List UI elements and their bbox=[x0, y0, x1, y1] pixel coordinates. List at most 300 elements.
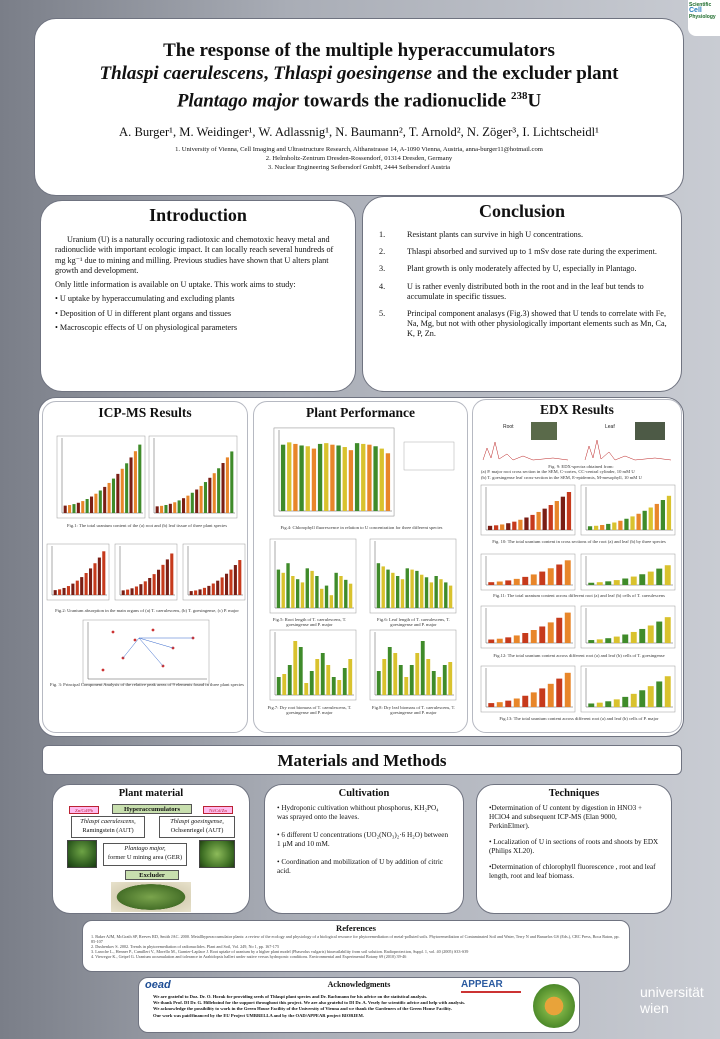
fig5-chart-bar bbox=[349, 584, 352, 608]
t-caerulescens-box bbox=[71, 816, 145, 838]
conclusion-item-number: 5. bbox=[379, 309, 386, 319]
reference-1: 1. Baker AJM, McGrath SP, Reeves RD, Smith JAC. 2000. Metallhyperaccumulator plants: a review of the ecology and physiology of a biological resource for phytoremediation of metal-polluted soils. Phytoremediation of Contaminated Soil and Water, Terry N and Banuelos GS (Eds.), CRC Press, Boca Raton, pp. 85-107 bbox=[91, 934, 620, 944]
plant-performance-heading: Plant Performance bbox=[305, 405, 416, 420]
fig13a-chart-bar bbox=[556, 679, 562, 707]
fig6-chart-bar bbox=[391, 573, 394, 608]
fig2a-chart-bar bbox=[85, 573, 88, 595]
zn-cd-pb-label: Zn/Cd/Pb bbox=[69, 806, 99, 814]
fig2b-chart-bar bbox=[157, 570, 160, 595]
fig13b-chart-bar bbox=[597, 703, 603, 707]
fig8-chart-bar bbox=[426, 659, 430, 695]
fig1b-chart-bar bbox=[204, 482, 207, 513]
fig5-chart-bar bbox=[334, 573, 337, 608]
fig11b-chart-bar bbox=[597, 582, 603, 585]
techniques-item-1: •Determination of U content by digestion in HNO3 + HClO4 and subsequent ICP-MS (Elan 9000, PerkinElmer). bbox=[489, 804, 643, 830]
fig1a-chart-bar bbox=[99, 491, 102, 514]
fig10a-chart-bar bbox=[512, 522, 516, 530]
fig13b-chart-bar bbox=[588, 703, 594, 707]
fig6-chart-bar bbox=[410, 570, 413, 608]
fig7-chart-bar bbox=[337, 680, 341, 695]
fig1b-chart-bar bbox=[221, 463, 224, 513]
icpms-column bbox=[42, 401, 248, 733]
fig6-chart-bar bbox=[449, 586, 452, 608]
fig11b-chart-bar bbox=[665, 565, 671, 585]
fig8-chart-bar bbox=[382, 659, 386, 695]
fig10a-chart-bar bbox=[530, 515, 534, 530]
university-logo-line1: universität bbox=[640, 984, 704, 1000]
fig10a-chart-bar bbox=[518, 520, 522, 530]
fig8-chart-bar bbox=[377, 671, 381, 695]
fig13b-chart-bar bbox=[605, 701, 611, 707]
fig5-6-charts bbox=[254, 537, 469, 617]
fig1b-chart-bar bbox=[230, 451, 233, 513]
fig1-caption: Fig.1: The total uranium content of the (a) root and (b) leaf tissue of three plant species bbox=[66, 523, 227, 528]
fig1a-chart-bar bbox=[72, 504, 75, 513]
fig13-caption: Fig.13: The total uranium content across different root (a) and leaf (b) cells of P. major bbox=[499, 716, 659, 721]
conclusion-heading: Conclusion bbox=[478, 201, 566, 221]
fig11b-chart-bar bbox=[656, 569, 662, 585]
fig1a-chart-bar bbox=[138, 445, 141, 513]
fig10a-chart-bar bbox=[524, 518, 528, 531]
plant-performance-column bbox=[253, 401, 468, 733]
fig12b-chart-bar bbox=[614, 637, 620, 643]
corner-logo bbox=[688, 0, 720, 36]
fig2a-chart-bar bbox=[54, 590, 57, 595]
fig12b-chart-bar bbox=[648, 625, 654, 643]
fig8-chart-bar bbox=[443, 665, 447, 695]
fig11b-chart-bar bbox=[605, 581, 611, 585]
fig10a-chart-bar bbox=[549, 505, 553, 530]
green-logo-icon bbox=[533, 984, 575, 1028]
t-caerulescens-origin: Ramingstein (AUT) bbox=[82, 827, 134, 834]
fig3-point bbox=[102, 669, 105, 672]
fig5-chart-bar bbox=[344, 580, 347, 608]
intro-bullet-2: • Deposition of U in different plant organs and tissues bbox=[55, 308, 232, 318]
fig5-chart-bar bbox=[296, 579, 299, 608]
fig8-caption: Fig.8: Dry leaf biomass of T. caerulescens, T. goesingense and P. major bbox=[371, 705, 456, 716]
fig10b-chart-bar bbox=[618, 521, 622, 530]
fig1b-chart-bar bbox=[200, 486, 203, 513]
fig12b-chart-bar bbox=[588, 640, 594, 643]
fig9-caption-line2: (a) P. major root cross section in the SEM, C-cortex, CC-central cylinder, 10 mM U bbox=[481, 469, 635, 475]
fig7-chart-bar bbox=[299, 647, 303, 695]
fig10b-chart-bar bbox=[612, 522, 616, 530]
p-major-name: Plantago major, bbox=[124, 845, 166, 852]
fig2c-chart-bar bbox=[198, 589, 201, 595]
edx-heading: EDX Results bbox=[540, 402, 614, 417]
fig7-chart-bar bbox=[348, 659, 352, 695]
fig4-chart-bar bbox=[361, 444, 365, 511]
ni-cd-zn-label: Ni/Cd/Zn bbox=[203, 806, 233, 814]
reference-3: 3. Laroche L., Henner P., Camilleri V., Morello M., Garnier-Laplace J. Root uptake of uranium by a higher plant model (Phaseolus vulgaris) bioavailability from soil solution. Radioprotection, Suppl. 1, vol. 40 (2005) S33-S39 bbox=[91, 949, 469, 954]
fig13b-chart-bar bbox=[631, 694, 637, 707]
fig13a-chart-bar bbox=[522, 696, 528, 707]
corner-logo-line3: Physiology bbox=[689, 14, 716, 20]
fig3-point bbox=[134, 639, 137, 642]
fig1b-chart-bar bbox=[195, 490, 198, 513]
fig11a-chart-bar bbox=[522, 577, 528, 585]
fig13a-chart-bar bbox=[505, 701, 511, 707]
affiliations bbox=[35, 146, 683, 172]
materials-heading-box bbox=[42, 745, 682, 775]
cultivation-item-1: • Hydroponic cultivation whithout phosphorus, KH₂PO₄ was sprayed onto the leaves. bbox=[277, 804, 439, 821]
conclusion-item-number: 1. bbox=[379, 230, 386, 239]
fig11a-chart-bar bbox=[514, 579, 520, 585]
fig10a-chart-bar bbox=[488, 526, 492, 530]
fig1b-chart-bar bbox=[178, 500, 181, 513]
fig2c-chart-bar bbox=[229, 570, 232, 595]
fig2a-chart-bar bbox=[62, 588, 65, 595]
references-box bbox=[82, 920, 630, 972]
fig3-caption: Fig. 3: Principal Component Analysis of the relative peak areas of 9 elements found in three plant species bbox=[50, 682, 244, 687]
fig1a-chart-bar bbox=[116, 474, 119, 513]
fig7-8-charts bbox=[254, 628, 469, 703]
fig10b-chart-bar bbox=[594, 526, 598, 530]
fig2-charts bbox=[43, 542, 249, 602]
fig1b-chart-bar bbox=[173, 502, 176, 513]
fig2b-chart-bar bbox=[161, 565, 164, 595]
conclusion-item bbox=[377, 309, 667, 340]
fig1a-chart-bar bbox=[68, 505, 71, 513]
fig5-caption: Fig.5: Root length of T. caerulescens, T. goesingense and P. major bbox=[272, 617, 347, 628]
acknowledgments-box bbox=[138, 977, 580, 1033]
fig4-caption: Fig.4: Chlorophyll fluorescence in relation to U concentration for three different species bbox=[280, 525, 443, 530]
fig4-chart-bar bbox=[281, 445, 285, 511]
fig12b-chart-bar bbox=[665, 617, 671, 643]
cultivation-item-3: • Coordination and mobilization of U by addition of citric acid. bbox=[277, 858, 444, 875]
fig6-chart-bar bbox=[434, 576, 437, 608]
plant-material-heading: Plant material bbox=[118, 788, 184, 799]
fig10b-chart-bar bbox=[624, 519, 628, 530]
plant-photo-bottom bbox=[111, 882, 191, 912]
fig5-chart-bar bbox=[282, 573, 285, 608]
fig1a-chart-bar bbox=[134, 451, 137, 513]
fig13b-chart-bar bbox=[665, 676, 671, 707]
techniques-item-3: •Determination of chlorophyll fluorescence , root and leaf length, root and leaf biomass. bbox=[489, 863, 656, 880]
fig3-pca-chart bbox=[43, 618, 249, 688]
fig2a-chart-bar bbox=[89, 568, 92, 595]
fig12-charts bbox=[473, 604, 683, 650]
fig3-chart bbox=[83, 620, 209, 684]
fig2a-chart-bar bbox=[58, 589, 61, 595]
fig12a-chart-bar bbox=[565, 613, 571, 643]
fig10b-chart-bar bbox=[636, 514, 640, 530]
fig2b-chart-bar bbox=[126, 590, 129, 595]
fig7-chart-bar bbox=[310, 671, 314, 695]
fig10b-chart-bar bbox=[661, 500, 665, 530]
fig11a-chart-bar bbox=[497, 582, 503, 585]
fig12b-chart-bar bbox=[622, 635, 628, 644]
fig4-chart-bar bbox=[312, 449, 316, 511]
conclusion-box bbox=[362, 196, 682, 392]
fig13b-chart-bar bbox=[639, 690, 645, 707]
university-logo bbox=[640, 984, 718, 1028]
fig1a-chart-bar bbox=[125, 463, 128, 513]
fig12b-chart-bar bbox=[631, 632, 637, 643]
fig6-chart-bar bbox=[406, 568, 409, 608]
fig13b-chart-bar bbox=[656, 681, 662, 707]
fig11a-chart-bar bbox=[488, 582, 494, 585]
fig6-chart-bar bbox=[382, 566, 385, 608]
fig7-chart-bar bbox=[282, 674, 286, 695]
fig1b-chart-bar bbox=[182, 498, 185, 513]
fig6-chart-bar bbox=[439, 579, 442, 608]
fig2a-chart-bar bbox=[98, 558, 101, 595]
affiliation-2: 2. Helmholtz-Zentrum Dresden-Rossendorf, 01314 Dresden, Germany bbox=[265, 154, 453, 162]
cultivation-heading: Cultivation bbox=[338, 788, 390, 799]
fig5-chart-bar bbox=[301, 582, 304, 608]
acknowledgments-heading: Acknowledgments bbox=[327, 980, 391, 989]
fig10a-chart-bar bbox=[506, 523, 510, 530]
fig13a-chart-bar bbox=[488, 703, 494, 707]
fig11a-chart-bar bbox=[531, 574, 537, 585]
plant-photo-right bbox=[199, 840, 235, 868]
fig1a-chart-bar bbox=[81, 501, 84, 513]
fig12a-chart-bar bbox=[531, 630, 537, 643]
fig4-chart-bar bbox=[373, 446, 377, 511]
fig1b-chart-bar bbox=[156, 506, 159, 513]
fig10b-chart-bar bbox=[643, 511, 647, 530]
fig12a-chart-bar bbox=[514, 635, 520, 643]
fig12a-chart-bar bbox=[497, 639, 503, 643]
fig2b-chart-bar bbox=[135, 587, 138, 595]
fig6-chart-bar bbox=[430, 582, 433, 608]
fig13a-chart-bar bbox=[565, 673, 571, 707]
fig6-chart-bar bbox=[415, 571, 418, 608]
fig2a-chart-bar bbox=[93, 563, 96, 595]
fig5-chart-bar bbox=[306, 568, 309, 608]
intro-bullet-3: • Macroscopic effects of U on physiological parameters bbox=[55, 323, 238, 333]
conclusion-item bbox=[377, 247, 667, 257]
fig2b-chart-bar bbox=[166, 559, 169, 595]
conclusion-item-text: Resistant plants can survive in high U concentrations. bbox=[407, 230, 583, 239]
fig2b-chart-bar bbox=[130, 588, 133, 595]
fig5-chart-bar bbox=[325, 586, 328, 608]
t-goesingense-origin: Ochsenriegel (AUT) bbox=[170, 827, 224, 834]
fig1a-chart-bar bbox=[86, 499, 89, 513]
t-goesingense-box bbox=[159, 816, 235, 838]
icpms-heading: ICP-MS Results bbox=[98, 405, 192, 420]
fig10a-chart-bar bbox=[567, 492, 571, 530]
fig2b-chart-bar bbox=[153, 574, 156, 595]
fig1a-chart-bar bbox=[90, 497, 93, 513]
fig2c-chart-bar bbox=[190, 591, 193, 595]
fig10b-chart-bar bbox=[606, 524, 610, 530]
fig9-spectra bbox=[473, 418, 683, 463]
fig6-chart-bar bbox=[386, 570, 389, 608]
intro-paragraph-2: Only little information is available on U uptake. This work aims to study: bbox=[55, 280, 296, 290]
fig4-chart-bar bbox=[330, 445, 334, 511]
fig2c-chart-bar bbox=[212, 584, 215, 596]
plant-photo-left bbox=[67, 840, 97, 868]
t-goesingense-name: Thlaspi goesingense, bbox=[170, 818, 224, 825]
fig11-caption: Fig.11: The total uranium content across different root (a) and leaf (b) cells of T. caerulescens bbox=[493, 593, 665, 598]
fig1a-chart-bar bbox=[103, 487, 106, 513]
affiliation-1: 1. University of Vienna, Cell Imaging and Ultrastructure Research, Althanstrasse 14, A-1090 Vienna, Austria, anna-burger11@hotmail.com bbox=[175, 146, 543, 154]
fig11b-chart-bar bbox=[588, 583, 594, 585]
hyperaccumulators-label: Hyperaccumulators bbox=[112, 804, 192, 814]
fig1b-chart-bar bbox=[164, 505, 167, 513]
fig1b-chart-bar bbox=[169, 504, 172, 513]
fig10a-chart-bar bbox=[543, 509, 547, 530]
fig2c-chart-bar bbox=[225, 574, 228, 595]
fig8-chart-bar bbox=[437, 677, 441, 695]
fig4-chart-bar bbox=[386, 453, 390, 511]
fig2c-chart-bar bbox=[194, 590, 197, 595]
fig6-chart-bar bbox=[420, 575, 423, 608]
fig1b-chart-bar bbox=[160, 506, 163, 513]
fig1b-chart-bar bbox=[217, 468, 220, 513]
poster-title bbox=[35, 39, 683, 112]
fig6-chart-bar bbox=[377, 563, 380, 608]
conclusion-item-number: 2. bbox=[379, 247, 386, 257]
header-box bbox=[34, 18, 684, 196]
fig13a-chart-bar bbox=[531, 692, 537, 707]
fig2b-chart-bar bbox=[144, 581, 147, 595]
reference-2: 2. Dushenkov S. 2002. Trends in phytoremediation of radionuclides. Plant and Soil, Vol. 249, No 1, pp. 167-175 bbox=[91, 944, 280, 949]
fig2a-chart-bar bbox=[71, 584, 74, 595]
conclusion-item-text: Plant growth is only moderately affected by U, especially in Plantago. bbox=[407, 264, 637, 274]
ack-line-2: We thank Prof. DI Dr. G. Hilleboind for the support throughout this project. We are also grateful to DI Dr. A. Vesely for scientific advice and help with analysis. bbox=[153, 1000, 466, 1006]
authors: A. Burger¹, M. Weidinger¹, W. Adlassnig¹, N. Baumann², T. Arnold², N. Zöger³, I. Lichtscheidl¹ bbox=[119, 125, 599, 140]
fig11b-chart-bar bbox=[639, 574, 645, 585]
fig4-chart-bar bbox=[287, 442, 291, 511]
materials-heading: Materials and Methods bbox=[277, 751, 447, 770]
fig1-charts bbox=[43, 432, 249, 522]
fig12a-chart-bar bbox=[539, 626, 545, 643]
fig7-chart-bar bbox=[326, 665, 330, 695]
fig9a-sem-image bbox=[531, 422, 557, 440]
fig11a-chart-bar bbox=[565, 560, 571, 585]
fig2b-chart-bar bbox=[122, 590, 125, 595]
fig2a-chart-bar bbox=[102, 551, 105, 595]
title-line-3: Plantago major towards the radionuclide $^{238}$U bbox=[176, 90, 542, 112]
fig4-chart-bar bbox=[367, 445, 371, 511]
fig12a-chart-bar bbox=[556, 618, 562, 643]
fig12a-chart-bar bbox=[548, 622, 554, 643]
fig8-chart-bar bbox=[393, 653, 397, 695]
corner-logo-line2: Cell bbox=[689, 7, 702, 14]
fig6-chart-bar bbox=[425, 577, 428, 608]
fig9-caption bbox=[481, 464, 681, 480]
corner-logo-line1: Scientific bbox=[689, 2, 712, 8]
conclusion-item-text: Thlaspi absorbed and survived up to 1 mSv dose rate during the experiment. bbox=[407, 247, 657, 257]
affiliation-3: 3. Nuclear Engineering Seibersdorf GmbH, 2444 Seibersdorf Austria bbox=[267, 163, 451, 171]
p-major-origin: former U mining area (GER) bbox=[107, 854, 183, 861]
intro-paragraph-1: Uranium (U) is a naturally occuring radiotoxic and chemotoxic heavy metal and radionuclide with important ecologic impact. It can locally reach several hundreds of mg kg⁻¹ due to mining and milling. Previous studies have shown that U alters plant growth and development. bbox=[55, 235, 334, 275]
fig10b-chart-bar bbox=[588, 526, 592, 530]
fig12-caption: Fig.12: The total uranium content across different root (a) and leaf (b) cells of T. goesingense bbox=[493, 653, 665, 658]
fig2c-chart-bar bbox=[221, 577, 224, 595]
fig5-chart-bar bbox=[291, 576, 294, 608]
fig1b-chart-bar bbox=[191, 493, 194, 513]
fig13a-chart-bar bbox=[548, 684, 554, 707]
fig12b-chart-bar bbox=[605, 638, 611, 643]
fig3-point bbox=[152, 629, 155, 632]
fig4-chart-bar bbox=[336, 445, 340, 511]
fig5-chart-bar bbox=[315, 576, 318, 608]
cultivation-box bbox=[264, 784, 464, 914]
fig7-chart-bar bbox=[288, 665, 292, 695]
fig1b-chart-bar bbox=[186, 496, 189, 513]
fig11b-chart-bar bbox=[631, 577, 637, 585]
fig7-chart-bar bbox=[332, 677, 336, 695]
fig9-root-label: Root bbox=[503, 424, 514, 430]
conclusion-item-text: Principal component analasys (Fig.3) showed that U tends to correlate with Fe, Na, Mg, but not with other physiologically important elements such as Mn, Ca, K, P, Zn. bbox=[407, 309, 667, 339]
fig8-chart-bar bbox=[448, 662, 452, 695]
fig9-leaf-label: Leaf bbox=[605, 424, 615, 430]
fig5-chart-bar bbox=[310, 571, 313, 608]
fig13a-chart-bar bbox=[514, 699, 520, 707]
fig2b-chart-bar bbox=[139, 584, 142, 595]
fig9b-spectrum bbox=[585, 440, 671, 460]
fig5-chart-bar bbox=[286, 563, 289, 608]
fig7-chart-bar bbox=[293, 641, 297, 695]
fig1a-chart-bar bbox=[121, 469, 124, 513]
fig5-chart-bar bbox=[339, 576, 342, 608]
fig12b-chart-bar bbox=[639, 629, 645, 643]
fig12a-chart-bar bbox=[505, 637, 511, 643]
fig10a-chart-bar bbox=[561, 497, 565, 530]
fig7-chart-bar bbox=[321, 653, 325, 695]
fig2a-chart-bar bbox=[76, 581, 79, 595]
fig4-chart-bar bbox=[318, 444, 322, 511]
fig13b-chart-bar bbox=[648, 686, 654, 707]
fig10-caption: Fig. 10: The total uranium content in cross sections of the root (a) and leaf (b) by three species bbox=[492, 539, 666, 544]
fig13a-chart-bar bbox=[539, 688, 545, 707]
fig11-charts bbox=[473, 552, 683, 592]
fig10a-chart-bar bbox=[536, 512, 540, 530]
fig11b-chart-bar bbox=[614, 580, 620, 585]
fig4-chart-bar bbox=[306, 446, 310, 511]
ack-line-1: We are grateful to Doz. Dr. O. Horak for providing seeds of Thlaspi plant species and Dr. Bachmann for his advice on the statistical analysis. bbox=[153, 994, 428, 999]
ack-line-3: We acknowledge the possibility to work in the Green House Facility of the University of Vienna and we thank the Gardeners of the Green House Facility. bbox=[153, 1006, 452, 1012]
fig1b-chart-bar bbox=[226, 457, 229, 513]
t-caerulescens-name: Thlaspi caerulescens, bbox=[80, 818, 136, 825]
fig2c-chart-bar bbox=[207, 586, 210, 595]
fig3-point bbox=[112, 631, 115, 634]
fig12b-chart-bar bbox=[597, 639, 603, 643]
fig4-chart-bar bbox=[324, 443, 328, 511]
fig9-caption-line3: (b) T. goesingense leaf cross-section in the SEM, E-epidermis, M-mesophyll, 10 mM U bbox=[481, 474, 642, 480]
fig13b-chart-bar bbox=[614, 699, 620, 707]
fig2c-chart-bar bbox=[234, 565, 237, 595]
fig10b-chart-bar bbox=[649, 508, 653, 530]
fig10a-chart-bar bbox=[555, 501, 559, 530]
conclusion-item bbox=[377, 282, 667, 302]
conclusion-item-number: 3. bbox=[379, 264, 386, 274]
fig10a-chart-bar bbox=[500, 524, 504, 530]
techniques-item-2: • Localization of U in sections of roots and shoots by EDX (Philips XL20). bbox=[489, 838, 659, 855]
introduction-heading: Introduction bbox=[149, 205, 247, 225]
fig11b-chart-bar bbox=[622, 579, 628, 586]
techniques-box bbox=[476, 784, 672, 914]
ack-line-4: Our work was paid/financed by the EU Project UMBRELLA and by the OAD/APPEAR project BIORIEM. bbox=[153, 1012, 364, 1018]
fig4-legend bbox=[404, 442, 454, 470]
fig8-chart-bar bbox=[399, 665, 403, 695]
fig4-chart-bar bbox=[380, 449, 384, 511]
fig2b-chart-bar bbox=[170, 553, 173, 595]
fig8-chart-bar bbox=[404, 677, 408, 695]
plant-material-box bbox=[52, 784, 250, 914]
fig4-chart-bar bbox=[343, 447, 347, 511]
oead-logo: oead bbox=[145, 979, 171, 991]
fig6-chart-bar bbox=[401, 579, 404, 608]
fig2c-chart-bar bbox=[238, 560, 241, 595]
fig4-chart-bar bbox=[299, 445, 303, 511]
fig13b-chart-bar bbox=[622, 697, 628, 707]
fig1b-chart-bar bbox=[208, 478, 211, 513]
